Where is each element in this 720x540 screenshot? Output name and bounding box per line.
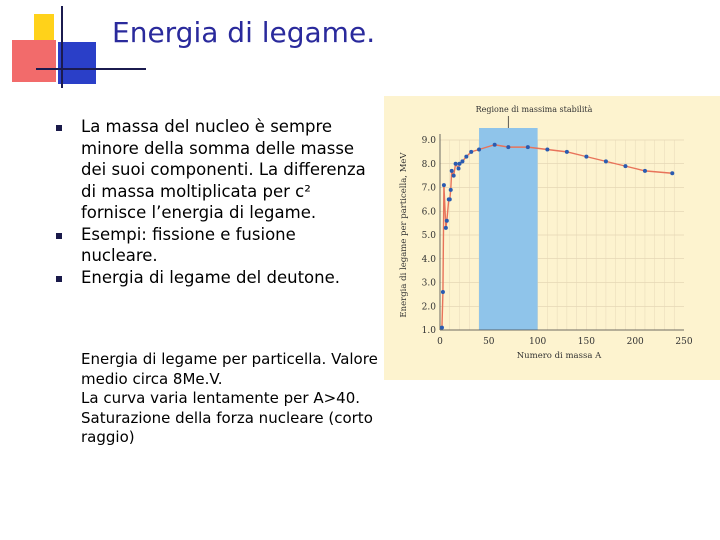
binding-energy-note: Energia di legame per particella. Valore medio circa 8Me.V. La curva varia lentamente per A>40. Saturazione della forza nucleare (corto raggio) — [81, 350, 378, 446]
x-tick-label: 200 — [626, 337, 644, 347]
data-point — [448, 197, 452, 201]
y-tick-label: 6.0 — [421, 207, 436, 218]
y-tick-label: 8.0 — [421, 159, 436, 170]
x-tick-label: 50 — [483, 337, 495, 347]
data-point — [452, 174, 456, 178]
data-point — [493, 143, 497, 147]
logo-blue-block — [58, 42, 96, 84]
data-point — [440, 326, 444, 330]
logo-vertical-line — [61, 6, 63, 88]
data-point — [441, 290, 445, 294]
data-point — [460, 159, 464, 163]
data-point — [623, 164, 627, 168]
slide-title: Energia di legame. — [112, 16, 376, 49]
data-point — [670, 171, 674, 175]
bullet-item — [56, 116, 376, 224]
bullet-marker — [56, 233, 62, 239]
y-tick-label: 9.0 — [421, 136, 436, 146]
y-tick-label: 4.0 — [421, 254, 436, 265]
logo-horizontal-line — [36, 68, 146, 70]
data-point — [584, 155, 588, 159]
binding-energy-chart — [384, 96, 720, 380]
data-point — [526, 145, 530, 149]
bullet-item — [56, 267, 376, 289]
data-point — [545, 148, 549, 152]
bullet-text: Esempi: fissione e fusione nucleare. — [81, 224, 296, 265]
bullet-list — [56, 116, 376, 288]
x-tick-label: 0 — [437, 337, 443, 347]
y-axis-label: Energia di legame per particella, MeV — [399, 152, 409, 318]
y-tick-label: 3.0 — [421, 278, 436, 289]
data-point — [442, 183, 446, 187]
x-axis-label: Numero di massa A — [516, 351, 602, 361]
binding-energy-figure — [384, 96, 720, 380]
y-tick-label: 7.0 — [421, 183, 436, 194]
data-point — [444, 226, 448, 230]
data-point — [565, 150, 569, 154]
data-point — [604, 159, 608, 163]
data-point — [457, 167, 461, 171]
x-tick-label: 150 — [577, 337, 595, 347]
data-point — [445, 219, 449, 223]
data-point — [469, 150, 473, 154]
data-point — [464, 155, 468, 159]
bullet-marker — [56, 125, 62, 131]
data-point — [643, 169, 647, 173]
bullet-marker — [56, 276, 62, 282]
bullet-text: Energia di legame del deutone. — [81, 267, 340, 287]
data-point — [454, 162, 458, 166]
data-point — [506, 145, 510, 149]
stable-region-annotation: Regione di massima stabilità — [475, 105, 593, 114]
bullet-item — [56, 224, 376, 267]
stable-region-band — [479, 128, 538, 330]
data-point — [450, 169, 454, 173]
y-tick-label: 5.0 — [421, 231, 436, 241]
bullet-text: La massa del nucleo è sempre minore della somma delle masse dei suoi componenti. La differenza di massa moltiplicata per c² fornisce l’energia di legame. — [81, 117, 366, 222]
y-tick-label: 1.0 — [421, 326, 436, 336]
data-point — [449, 188, 453, 192]
logo-red-block — [12, 40, 56, 82]
x-tick-label: 250 — [675, 337, 693, 347]
y-tick-label: 2.0 — [421, 302, 436, 313]
x-tick-label: 100 — [529, 337, 547, 347]
data-point — [477, 148, 481, 152]
